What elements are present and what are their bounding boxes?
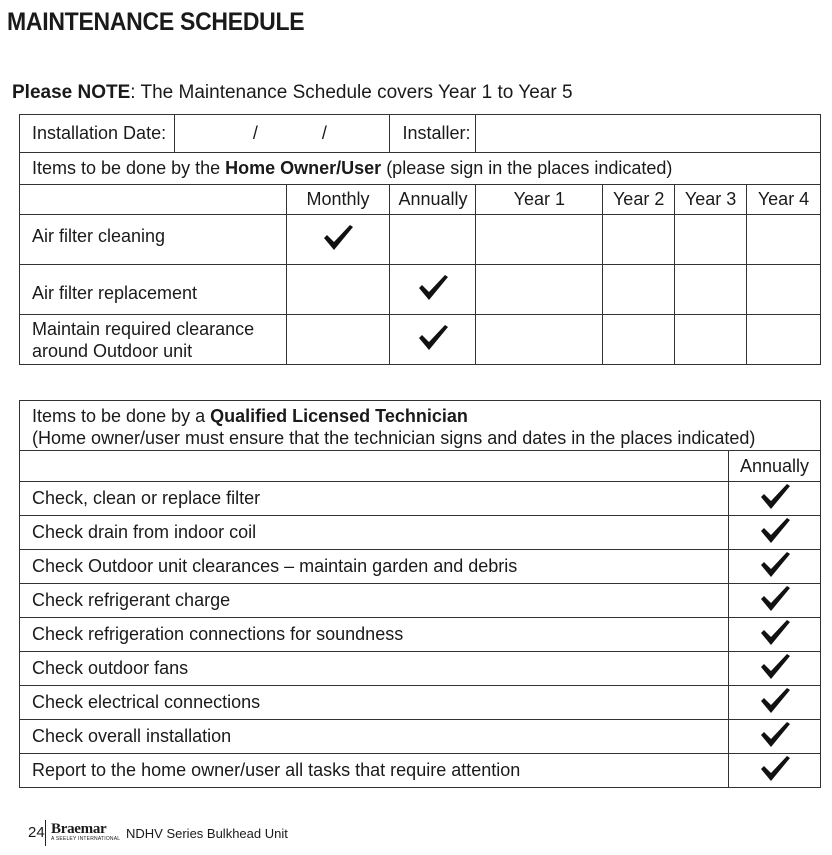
schedule-note	[12, 82, 573, 104]
owner-heading-prefix: Items to be done by the	[32, 158, 226, 178]
owner-heading-suffix: (please sign in the places indicated)	[381, 158, 673, 178]
table-row	[20, 584, 821, 618]
row-label-line2: around Outdoor unit	[32, 340, 193, 361]
task-label: Check electrical connections	[20, 686, 729, 720]
check-cell-annually[interactable]	[729, 686, 821, 720]
task-label: Report to the home owner/user all tasks that require attention	[20, 754, 729, 788]
checkmark-icon	[759, 550, 791, 578]
table-row	[20, 754, 821, 788]
checkmark-icon	[759, 516, 791, 544]
installation-date-label: Installation Date:	[20, 115, 175, 153]
year-sign-cell[interactable]	[476, 265, 603, 315]
owner-column-header-row	[20, 185, 821, 215]
check-cell-annually[interactable]	[729, 652, 821, 686]
check-cell-monthly[interactable]	[286, 215, 390, 265]
year-sign-cell[interactable]	[603, 265, 675, 315]
owner-heading-row	[20, 153, 821, 185]
checkmark-icon	[759, 618, 791, 646]
tech-heading-prefix: Items to be done by a	[32, 405, 211, 426]
task-label: Check, clean or replace filter	[20, 482, 729, 516]
task-label: Check refrigeration connections for soundness	[20, 618, 729, 652]
tech-heading-line2: (Home owner/user must ensure that the technician signs and dates in the places indicated)	[32, 427, 756, 448]
tech-heading-row	[20, 401, 821, 451]
checkmark-icon	[759, 482, 791, 510]
check-cell-annually[interactable]	[729, 618, 821, 652]
year-sign-cell[interactable]	[675, 315, 747, 365]
year-sign-cell[interactable]	[747, 315, 821, 365]
row-label: Air filter cleaning	[20, 215, 287, 265]
col-header: Year 4	[747, 185, 821, 215]
table-row	[20, 215, 821, 265]
page-title: MAINTENANCE SCHEDULE	[7, 8, 305, 36]
year-sign-cell[interactable]	[675, 265, 747, 315]
col-header: Year 1	[476, 185, 603, 215]
brand-subtitle: A SEELEY INTERNATIONAL	[51, 836, 121, 842]
checkmark-icon	[417, 273, 449, 301]
installer-label: Installer:	[390, 115, 476, 153]
table-row	[20, 720, 821, 754]
task-label: Check overall installation	[20, 720, 729, 754]
install-row	[20, 115, 821, 153]
check-cell-annually[interactable]	[390, 265, 476, 315]
task-label: Check refrigerant charge	[20, 584, 729, 618]
model-name: NDHV Series Bulkhead Unit	[126, 826, 288, 841]
owner-heading-bold: Home Owner/User	[225, 158, 382, 178]
owner-maintenance-table	[19, 114, 821, 365]
row-label	[20, 315, 287, 365]
row-label: Air filter replacement	[20, 265, 287, 315]
check-cell-monthly[interactable]	[286, 315, 390, 365]
col-header: Year 3	[675, 185, 747, 215]
footer-divider	[45, 820, 46, 846]
task-label: Check Outdoor unit clearances – maintain garden and debris	[20, 550, 729, 584]
technician-maintenance-table	[19, 400, 821, 788]
checkmark-icon	[759, 686, 791, 714]
tech-heading-bold: Qualified Licensed Technician	[210, 405, 468, 426]
year-sign-cell[interactable]	[603, 315, 675, 365]
empty-header-cell	[20, 185, 287, 215]
tech-heading	[20, 401, 821, 451]
table-row	[20, 482, 821, 516]
checkmark-icon	[322, 223, 354, 251]
check-cell-monthly[interactable]	[286, 265, 390, 315]
check-cell-annually[interactable]	[729, 550, 821, 584]
check-cell-annually[interactable]	[729, 754, 821, 788]
check-cell-annually[interactable]	[390, 315, 476, 365]
check-cell-annually[interactable]	[729, 584, 821, 618]
brand-name: Braemar	[51, 821, 107, 837]
col-header: Monthly	[286, 185, 390, 215]
checkmark-icon	[759, 720, 791, 748]
table-row	[20, 618, 821, 652]
table-row	[20, 686, 821, 720]
check-cell-annually[interactable]	[729, 720, 821, 754]
year-sign-cell[interactable]	[747, 265, 821, 315]
check-cell-annually[interactable]	[390, 215, 476, 265]
year-sign-cell[interactable]	[603, 215, 675, 265]
year-sign-cell[interactable]	[675, 215, 747, 265]
check-cell-annually[interactable]	[729, 482, 821, 516]
year-sign-cell[interactable]	[747, 215, 821, 265]
checkmark-icon	[759, 584, 791, 612]
note-text: : The Maintenance Schedule covers Year 1 to Year 5	[130, 82, 573, 103]
col-header-annually: Annually	[729, 451, 821, 482]
table-row	[20, 315, 821, 365]
task-label: Check outdoor fans	[20, 652, 729, 686]
check-cell-annually[interactable]	[729, 516, 821, 550]
table-row	[20, 550, 821, 584]
checkmark-icon	[759, 754, 791, 782]
date-separator: /	[321, 123, 327, 143]
year-sign-cell[interactable]	[476, 215, 603, 265]
checkmark-icon	[417, 323, 449, 351]
note-label: Please NOTE	[12, 82, 131, 103]
col-header: Annually	[390, 185, 476, 215]
year-sign-cell[interactable]	[476, 315, 603, 365]
row-label-line1: Maintain required clearance	[32, 318, 255, 339]
date-separator: /	[252, 123, 258, 143]
tech-column-header-row	[20, 451, 821, 482]
task-label: Check drain from indoor coil	[20, 516, 729, 550]
installer-field[interactable]	[476, 115, 821, 153]
table-row	[20, 516, 821, 550]
installation-date-field[interactable]	[174, 115, 390, 153]
col-header: Year 2	[603, 185, 675, 215]
checkmark-icon	[759, 652, 791, 680]
table-row	[20, 652, 821, 686]
table-row	[20, 265, 821, 315]
page-number: 24	[28, 824, 45, 841]
empty-header-cell	[20, 451, 729, 482]
owner-heading	[20, 153, 821, 185]
